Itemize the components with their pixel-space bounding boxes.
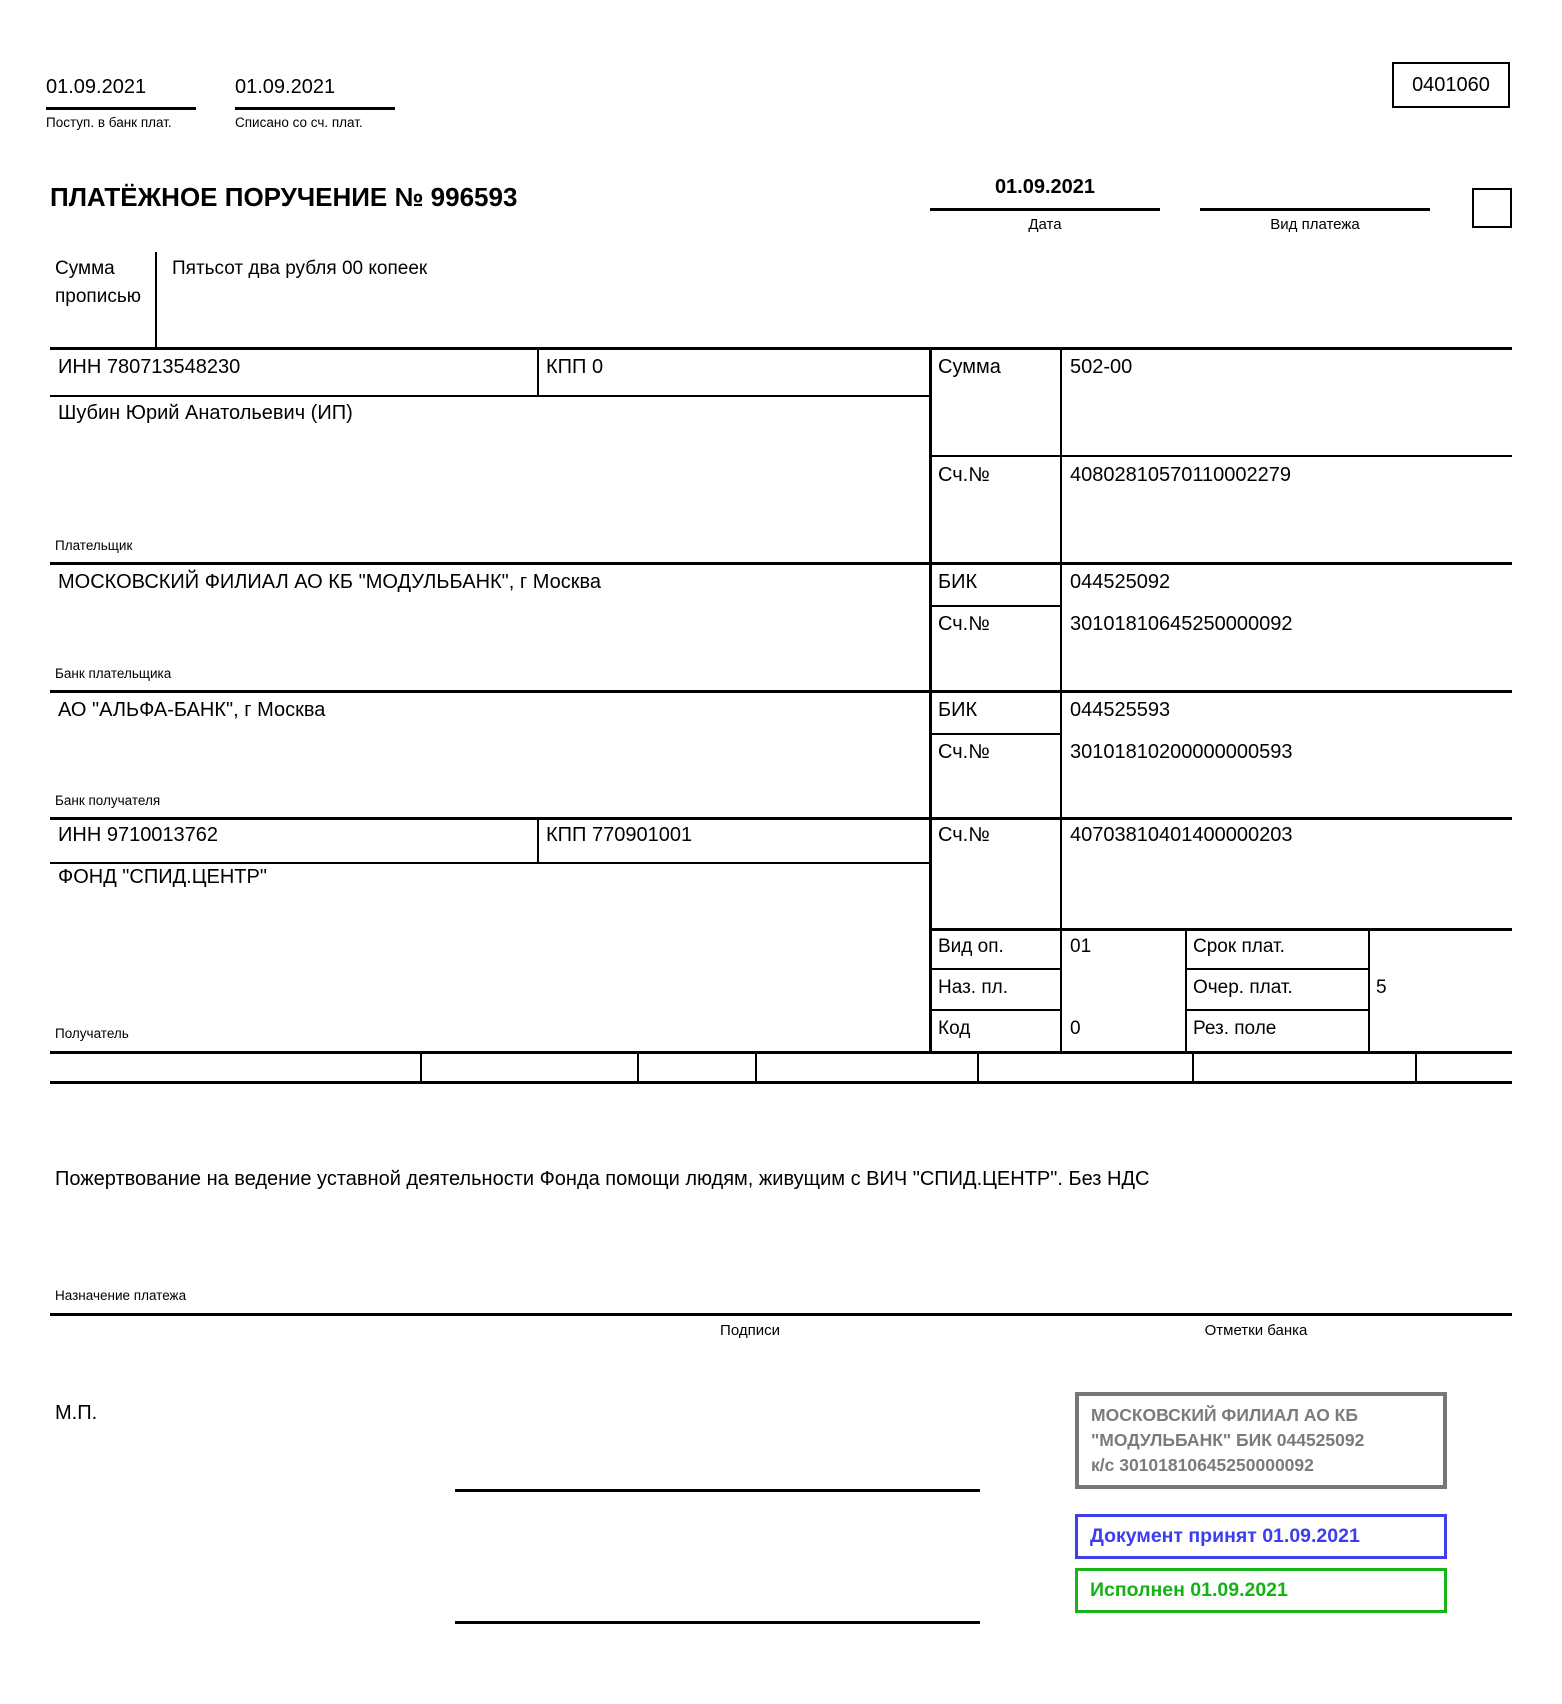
- beneficiary-bank-account: 30101810200000000593: [1070, 741, 1293, 763]
- empty-row-bottom-border: [50, 1081, 1512, 1084]
- beneficiary-inn: ИНН 9710013762: [58, 824, 219, 846]
- amount-words-label-line1: Сумма: [55, 258, 115, 279]
- payer-inn-kpp-divider: [537, 347, 539, 395]
- date-label: Дата: [1028, 215, 1062, 233]
- empty-row-divider-5: [1192, 1051, 1194, 1081]
- beneficiary-bank-bik-underline: [930, 733, 1060, 735]
- sum-cell-underline: [930, 455, 1512, 457]
- main-column-divider: [929, 347, 932, 1051]
- grid-row1-divider-b: [1185, 968, 1368, 970]
- priority-label: Очер. плат.: [1193, 977, 1293, 998]
- payment-type-field: [1200, 176, 1430, 233]
- bank-stamp-line3: к/с 30101810645250000092: [1091, 1454, 1314, 1475]
- debited-date-label: Списано со сч. плат.: [235, 114, 363, 130]
- beneficiary-inn-underline: [50, 862, 930, 864]
- beneficiary-bank-bottom-border: [50, 817, 1512, 820]
- document-accepted-text: Документ принят 01.09.2021: [1090, 1525, 1360, 1547]
- payer-name: Шубин Юрий Анатольевич (ИП): [58, 402, 353, 424]
- purpose-code-label: Наз. пл.: [938, 977, 1008, 998]
- payer-bank-label: Банк плательщика: [55, 666, 172, 681]
- beneficiary-account-label: Сч.№: [938, 824, 990, 846]
- payment-type-label: Вид платежа: [1270, 215, 1360, 233]
- payer-bank-bottom-border: [50, 690, 1512, 693]
- beneficiary-account: 40703810401400000203: [1070, 824, 1293, 846]
- document-accepted-stamp: [1075, 1514, 1447, 1559]
- sum-value: 502-00: [1070, 356, 1133, 378]
- beneficiary-inn-kpp-divider: [537, 817, 539, 862]
- received-date-value: 01.09.2021: [46, 76, 147, 98]
- beneficiary-bank-account-label: Сч.№: [938, 741, 990, 763]
- grid-col-divider-1: [1185, 928, 1187, 1051]
- empty-row-divider-4: [977, 1051, 979, 1081]
- op-type-label: Вид оп.: [938, 936, 1004, 957]
- beneficiary-bank-label: Банк получателя: [55, 793, 161, 808]
- empty-row-divider-2: [637, 1051, 639, 1081]
- document-title: ПЛАТЁЖНОЕ ПОРУЧЕНИЕ № 996593: [50, 182, 518, 212]
- received-date-label: Поступ. в банк плат.: [46, 114, 172, 130]
- beneficiary-name: ФОНД "СПИД.ЦЕНТР": [58, 866, 267, 888]
- payer-label: Плательщик: [55, 538, 133, 553]
- sum-label: Сумма: [938, 356, 1001, 378]
- grid-row1-divider-a: [930, 968, 1062, 970]
- code-label: Код: [938, 1018, 971, 1039]
- received-date-field: [46, 76, 196, 130]
- bank-marks-label: Отметки банка: [1204, 1322, 1308, 1339]
- grid-top-border: [930, 928, 1512, 931]
- bank-stamp: [1075, 1392, 1447, 1489]
- beneficiary-kpp: КПП 770901001: [546, 824, 693, 846]
- signatures-label: Подписи: [720, 1322, 780, 1339]
- payment-type-value: [1200, 176, 1430, 208]
- received-date-underline: [46, 107, 196, 110]
- empty-row-divider-1: [420, 1051, 422, 1081]
- payer-kpp: КПП 0: [546, 356, 604, 378]
- payment-purpose-label: Назначение платежа: [55, 1288, 187, 1303]
- grid-col-divider-2: [1368, 928, 1370, 1051]
- bank-stamp-line2: "МОДУЛЬБАНК" БИК 044525092: [1091, 1429, 1365, 1450]
- document-executed-text: Исполнен 01.09.2021: [1090, 1579, 1288, 1601]
- payment-type-underline: [1200, 208, 1430, 211]
- stamp-place-label: М.П.: [55, 1402, 98, 1424]
- payer-bottom-border: [50, 562, 1512, 565]
- payer-bank-name: МОСКОВСКИЙ ФИЛИАЛ АО КБ "МОДУЛЬБАНК", г Москва: [58, 571, 602, 593]
- signature-line-2: [455, 1621, 980, 1624]
- payer-account: 40802810570110002279: [1070, 464, 1291, 486]
- document-executed-stamp: [1075, 1568, 1447, 1613]
- payer-account-label: Сч.№: [938, 464, 990, 486]
- debited-date-value: 01.09.2021: [235, 76, 336, 98]
- form-code-value: 0401060: [1412, 73, 1490, 96]
- code-value: 0: [1070, 1018, 1081, 1039]
- beneficiary-bank-bik-label: БИК: [938, 699, 978, 721]
- debited-date-underline: [235, 107, 395, 110]
- amount-words-divider: [155, 252, 157, 347]
- reserve-label: Рез. поле: [1193, 1018, 1277, 1039]
- beneficiary-bank-name: АО "АЛЬФА-БАНК", г Москва: [58, 699, 326, 721]
- op-type-value: 01: [1070, 936, 1092, 957]
- date-value: 01.09.2021: [994, 176, 1096, 198]
- table-top-border: [50, 347, 1512, 350]
- payer-bank-account-label: Сч.№: [938, 613, 990, 635]
- payer-bank-bik-underline: [930, 605, 1060, 607]
- amount-words-label-line2: прописью: [55, 286, 141, 307]
- debited-date-field: [235, 76, 395, 130]
- payment-purpose-text: Пожертвование на ведение уставной деятельности Фонда помощи людям, живущим с ВИЧ "СПИД.ЦЕНТР". Без НДС: [55, 1168, 1150, 1190]
- form-code-box: [1392, 62, 1510, 108]
- empty-row-divider-6: [1415, 1051, 1417, 1081]
- date-underline: [930, 208, 1160, 211]
- grid-row2-divider-b: [1185, 1009, 1368, 1011]
- payer-bank-bik-label: БИК: [938, 571, 978, 593]
- signature-line-1: [455, 1489, 980, 1492]
- priority-value: 5: [1376, 977, 1387, 998]
- term-label: Срок плат.: [1193, 936, 1285, 957]
- label-value-divider: [1060, 347, 1062, 1051]
- payer-bank-account: 30101810645250000092: [1070, 613, 1293, 635]
- amount-words-value: Пятьсот два рубля 00 копеек: [172, 258, 428, 279]
- date-field: [930, 176, 1160, 233]
- empty-row-divider-3: [755, 1051, 757, 1081]
- payer-inn-underline: [50, 395, 930, 397]
- beneficiary-bank-bik: 044525593: [1070, 699, 1171, 721]
- grid-row2-divider-a: [930, 1009, 1062, 1011]
- beneficiary-bottom-border: [50, 1051, 1512, 1054]
- bank-stamp-line1: МОСКОВСКИЙ ФИЛИАЛ АО КБ: [1091, 1405, 1358, 1425]
- beneficiary-label: Получатель: [55, 1026, 129, 1041]
- payer-bank-bik: 044525092: [1070, 571, 1171, 593]
- payer-inn: ИНН 780713548230: [58, 356, 241, 378]
- purpose-bottom-border: [50, 1313, 1512, 1316]
- reserve-checkbox: [1472, 188, 1512, 228]
